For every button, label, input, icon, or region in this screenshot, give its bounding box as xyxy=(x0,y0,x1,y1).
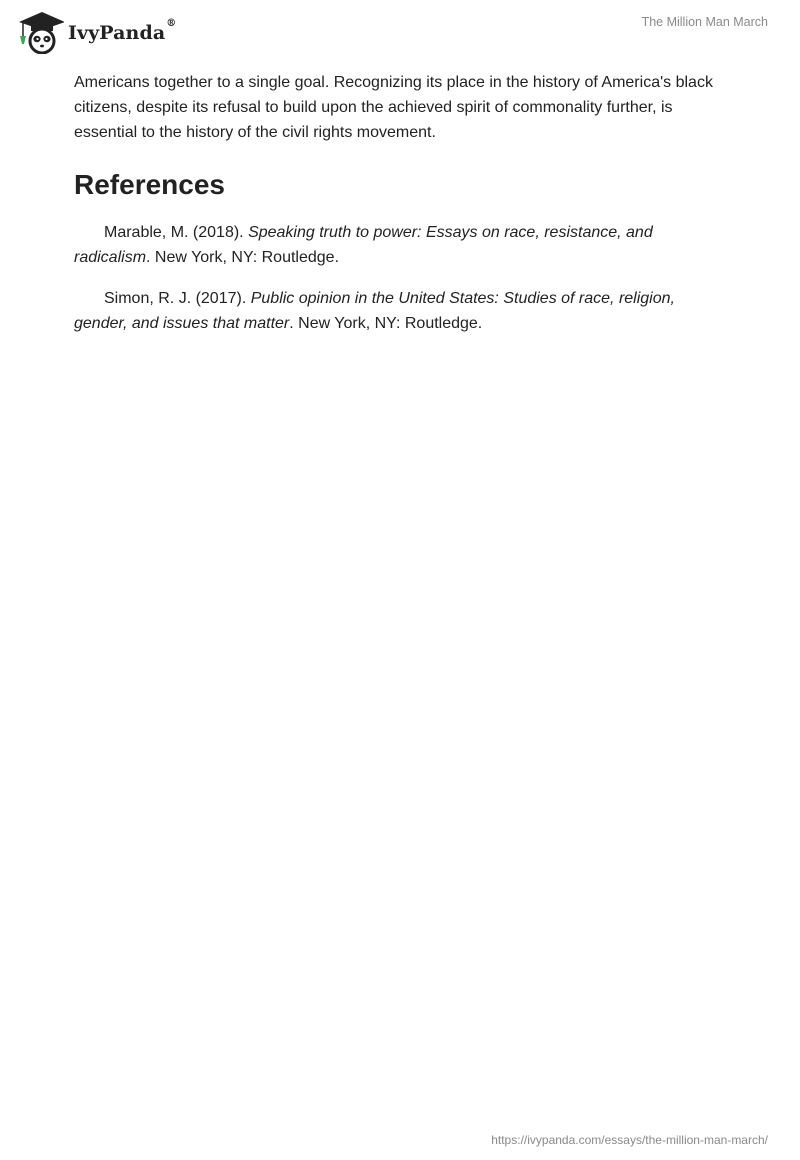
document-body xyxy=(74,70,714,352)
references-heading: References xyxy=(74,169,225,200)
page-header xyxy=(0,0,800,60)
reference-title: Public opinion in the United States: Studies of race, religion, gender, and issues that matter xyxy=(74,290,675,332)
reference-entry xyxy=(74,286,714,336)
body-paragraph: Americans together to a single goal. Recognizing its place in the history of America's black citizens, despite its refusal to build upon the achieved spirit of commonality further, is essential to the history of the civil rights movement. xyxy=(74,74,713,141)
reference-publisher: . New York, NY: Routledge. xyxy=(289,315,483,332)
reference-title: Speaking truth to power: Essays on race, resistance, and radicalism xyxy=(74,224,653,266)
reference-publisher: . New York, NY: Routledge. xyxy=(146,249,340,266)
reference-author-year: Marable, M. (2018). xyxy=(104,224,249,241)
running-title: The Million Man March xyxy=(641,15,768,29)
brand-name: IvyPanda® xyxy=(68,18,177,44)
registered-mark: ® xyxy=(166,18,177,29)
reference-author-year: Simon, R. J. (2017). xyxy=(104,290,251,307)
footer-url[interactable]: https://ivypanda.com/essays/the-million-man-march/ xyxy=(491,1133,768,1147)
panda-graduation-cap-icon xyxy=(14,8,64,54)
reference-entry xyxy=(74,220,714,270)
ivypanda-logo[interactable] xyxy=(14,8,176,54)
